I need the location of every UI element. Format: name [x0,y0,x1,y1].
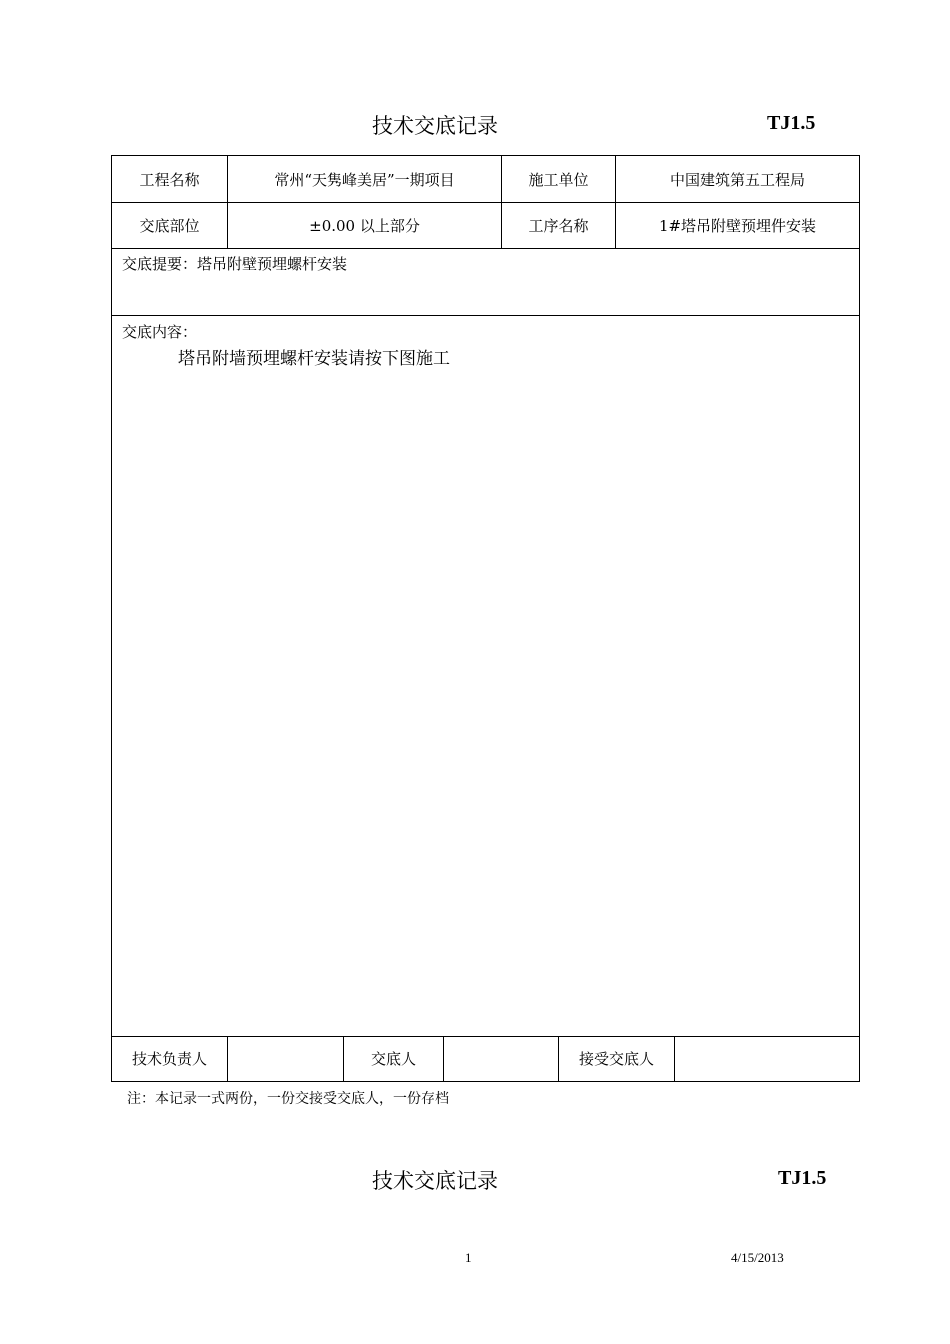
next-page-code: TJ1.5 [778,1167,827,1189]
footnote: 注：本记录一式两份，一份交接受交底人，一份存档 [127,1091,449,1107]
tech-lead-label: 技术负责人 [112,1036,228,1081]
location-label: 交底部位 [112,202,228,248]
process-label: 工序名称 [502,202,616,248]
page-number: 1 [465,1250,472,1265]
contractor-label: 施工单位 [502,156,616,202]
document-code: TJ1.5 [767,112,816,134]
next-page-title: 技术交底记录 [372,1169,498,1193]
project-label: 工程名称 [112,156,228,202]
tech-lead-value [228,1036,344,1081]
content-label: 交底内容： [122,323,198,341]
table-row-project [112,156,859,203]
content-section [112,316,859,1037]
discloser-label: 交底人 [344,1036,444,1081]
project-value: 常州“天隽峰美居”一期项目 [228,156,502,202]
signature-row [112,1036,859,1081]
summary-text: 交底提要：塔吊附壁预埋螺杆安装 [122,255,348,273]
document-title: 技术交底记录 [372,114,498,138]
location-value: ±0.00 以上部分 [228,202,502,248]
receiver-value [675,1036,859,1081]
table-row-location [112,202,859,249]
summary-section [112,248,859,316]
page-date: 4/15/2013 [731,1250,784,1265]
contractor-value: 中国建筑第五工程局 [669,170,805,189]
process-value: 1#塔吊附壁预埋件安装 [658,216,817,235]
receiver-label: 接受交底人 [559,1036,675,1081]
content-body: 塔吊附墙预埋螺杆安装请按下图施工 [178,349,450,369]
record-table [111,155,860,1082]
discloser-value [444,1036,559,1081]
